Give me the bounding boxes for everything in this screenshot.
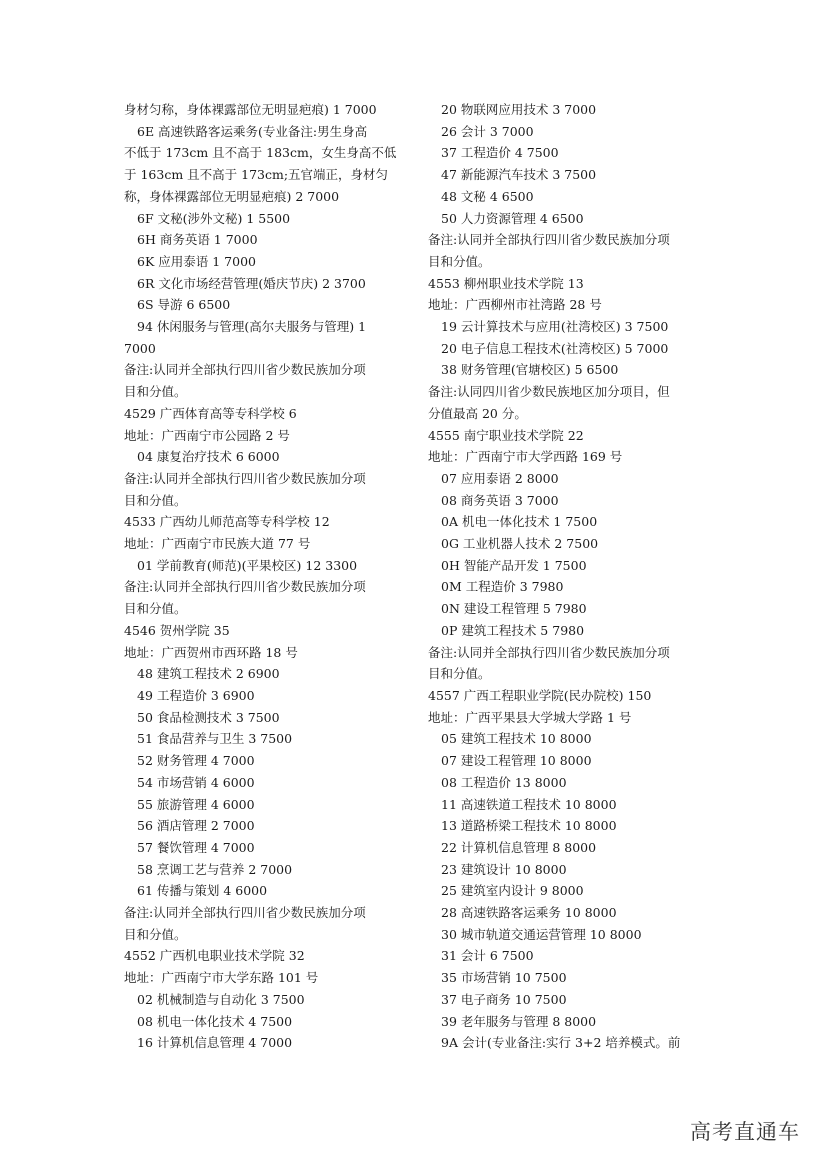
text-line: 47 新能源汽车技术 3 7500: [441, 167, 597, 183]
text-line: 4557 广西工程职业学院(民办院校) 150: [428, 687, 652, 703]
text-line: 58 烹调工艺与营养 2 7000: [137, 861, 293, 877]
text-line: 38 财务管理(官塘校区) 5 6500: [441, 362, 619, 378]
text-line: 6S 导游 6 6500: [137, 297, 231, 313]
text-line: 61 传播与策划 4 6000: [137, 883, 268, 899]
text-line: 目和分值。: [124, 601, 187, 617]
text-line: 94 休闲服务与管理(高尔夫服务与管理) 1: [137, 319, 367, 335]
text-line: 备注:认同并全部执行四川省少数民族加分项: [124, 579, 366, 595]
text-line: 54 市场营销 4 6000: [137, 774, 255, 790]
text-line: 57 餐饮管理 4 7000: [137, 839, 255, 855]
text-line: 6K 应用泰语 1 7000: [137, 253, 256, 269]
text-line: 4533 广西幼儿师范高等专科学校 12: [124, 514, 330, 530]
text-line: 30 城市轨道交通运营管理 10 8000: [441, 926, 642, 942]
text-line: 备注:认同并全部执行四川省少数民族加分项: [428, 644, 670, 660]
text-line: 55 旅游管理 4 6000: [137, 796, 255, 812]
text-line: 目和分值。: [124, 384, 187, 400]
text-line: 04 康复治疗技术 6 6000: [137, 449, 280, 465]
text-line: 08 机电一体化技术 4 7500: [137, 1013, 293, 1029]
text-line: 备注:认同并全部执行四川省少数民族加分项: [124, 905, 366, 921]
text-line: 56 酒店管理 2 7000: [137, 818, 255, 834]
text-line: 01 学前教育(师范)(平果校区) 12 3300: [137, 557, 358, 573]
text-line: 称，身体裸露部位无明显疤痕) 2 7000: [124, 188, 340, 204]
text-line: 6E 高速铁路客运乘务(专业备注:男生身高: [137, 123, 368, 139]
text-line: 37 工程造价 4 7500: [441, 145, 559, 161]
text-line: 地址：广西南宁市公园路 2 号: [124, 427, 290, 443]
text-line: 20 物联网应用技术 3 7000: [441, 102, 597, 117]
text-line: 地址：广西南宁市民族大道 77 号: [124, 536, 311, 552]
text-line: 地址：广西柳州市社湾路 28 号: [428, 297, 602, 313]
text-line: 35 市场营销 10 7500: [441, 970, 567, 986]
text-line: 26 会计 3 7000: [441, 123, 534, 139]
text-line: 11 高速铁道工程技术 10 8000: [441, 796, 617, 812]
text-line: 05 建筑工程技术 10 8000: [441, 731, 592, 747]
text-line: 07 建设工程管理 10 8000: [441, 753, 592, 769]
text-line: 4529 广西体育高等专科学校 6: [124, 405, 297, 421]
text-line: 0H 智能产品开发 1 7500: [441, 557, 587, 573]
text-line: 地址：广西南宁市大学东路 101 号: [124, 970, 319, 986]
text-line: 02 机械制造与自动化 3 7500: [137, 991, 305, 1007]
text-line: 身材匀称，身体裸露部位无明显疤痕) 1 7000: [124, 102, 377, 117]
text-line: 20 电子信息工程技术(社湾校区) 5 7000: [441, 340, 669, 356]
text-line: 52 财务管理 4 7000: [137, 753, 255, 769]
text-line: 0P 建筑工程技术 5 7980: [441, 622, 585, 638]
text-line: 48 建筑工程技术 2 6900: [137, 666, 280, 682]
text-line: 6R 文化市场经营管理(婚庆节庆) 2 3700: [137, 275, 366, 291]
text-line: 目和分值。: [428, 666, 491, 682]
text-line: 目和分值。: [428, 253, 491, 269]
text-line: 50 人力资源管理 4 6500: [441, 210, 584, 226]
text-line: 地址：广西贺州市西环路 18 号: [124, 644, 298, 660]
text-line: 22 计算机信息管理 8 8000: [441, 839, 597, 855]
text-line: 备注:认同四川省少数民族地区加分项目，但: [428, 384, 670, 400]
text-line: 于 163cm 且不高于 173cm;五官端正，身材匀: [124, 167, 389, 183]
text-line: 备注:认同并全部执行四川省少数民族加分项: [124, 470, 366, 486]
text-line: 28 高速铁路客运乘务 10 8000: [441, 905, 617, 921]
text-line: 19 云计算技术与应用(社湾校区) 3 7500: [441, 319, 669, 335]
watermark-text: 高考直通车: [690, 1120, 800, 1144]
text-line: 08 商务英语 3 7000: [441, 492, 559, 508]
text-line: 07 应用泰语 2 8000: [441, 470, 559, 486]
text-line: 51 食品营养与卫生 3 7500: [137, 731, 293, 747]
text-line: 31 会计 6 7500: [441, 948, 534, 964]
text-line: 39 老年服务与管理 8 8000: [441, 1013, 597, 1029]
text-line: 4555 南宁职业技术学院 22: [428, 427, 584, 443]
text-line: 23 建筑设计 10 8000: [441, 861, 567, 877]
text-line: 备注:认同并全部执行四川省少数民族加分项: [428, 232, 670, 248]
text-line: 目和分值。: [124, 926, 187, 942]
text-line: 50 食品检测技术 3 7500: [137, 709, 280, 725]
text-line: 49 工程造价 3 6900: [137, 687, 255, 703]
text-line: 4546 贺州学院 35: [124, 622, 230, 638]
text-line: 6F 文秘(涉外文秘) 1 5500: [137, 210, 291, 226]
text-line: 4552 广西机电职业技术学院 32: [124, 948, 305, 964]
text-line: 地址：广西平果县大学城大学路 1 号: [428, 709, 632, 725]
text-line: 25 建筑室内设计 9 8000: [441, 883, 584, 899]
text-line: 37 电子商务 10 7500: [441, 991, 567, 1007]
left-column: [124, 99, 406, 1054]
text-line: 不低于 173cm 且不高于 183cm，女生身高不低: [124, 145, 397, 161]
text-line: 0A 机电一体化技术 1 7500: [441, 514, 598, 530]
text-line: 48 文秘 4 6500: [441, 188, 534, 204]
text-line: 13 道路桥梁工程技术 10 8000: [441, 818, 617, 834]
right-column: [428, 99, 710, 1054]
text-line: 备注:认同并全部执行四川省少数民族加分项: [124, 362, 366, 378]
text-line: 0M 工程造价 3 7980: [441, 579, 564, 595]
text-line: 7000: [124, 340, 156, 356]
text-line: 16 计算机信息管理 4 7000: [137, 1035, 293, 1051]
text-line: 6H 商务英语 1 7000: [137, 232, 258, 248]
text-line: 0G 工业机器人技术 2 7500: [441, 536, 599, 552]
text-line: 9A 会计(专业备注:实行 3+2 培养模式。前: [441, 1035, 681, 1051]
text-line: 地址：广西南宁市大学西路 169 号: [428, 449, 623, 465]
text-line: 目和分值。: [124, 492, 187, 508]
text-line: 0N 建设工程管理 5 7980: [441, 601, 587, 617]
text-line: 分值最高 20 分。: [428, 405, 527, 421]
text-line: 08 工程造价 13 8000: [441, 774, 567, 790]
text-line: 4553 柳州职业技术学院 13: [428, 275, 584, 291]
